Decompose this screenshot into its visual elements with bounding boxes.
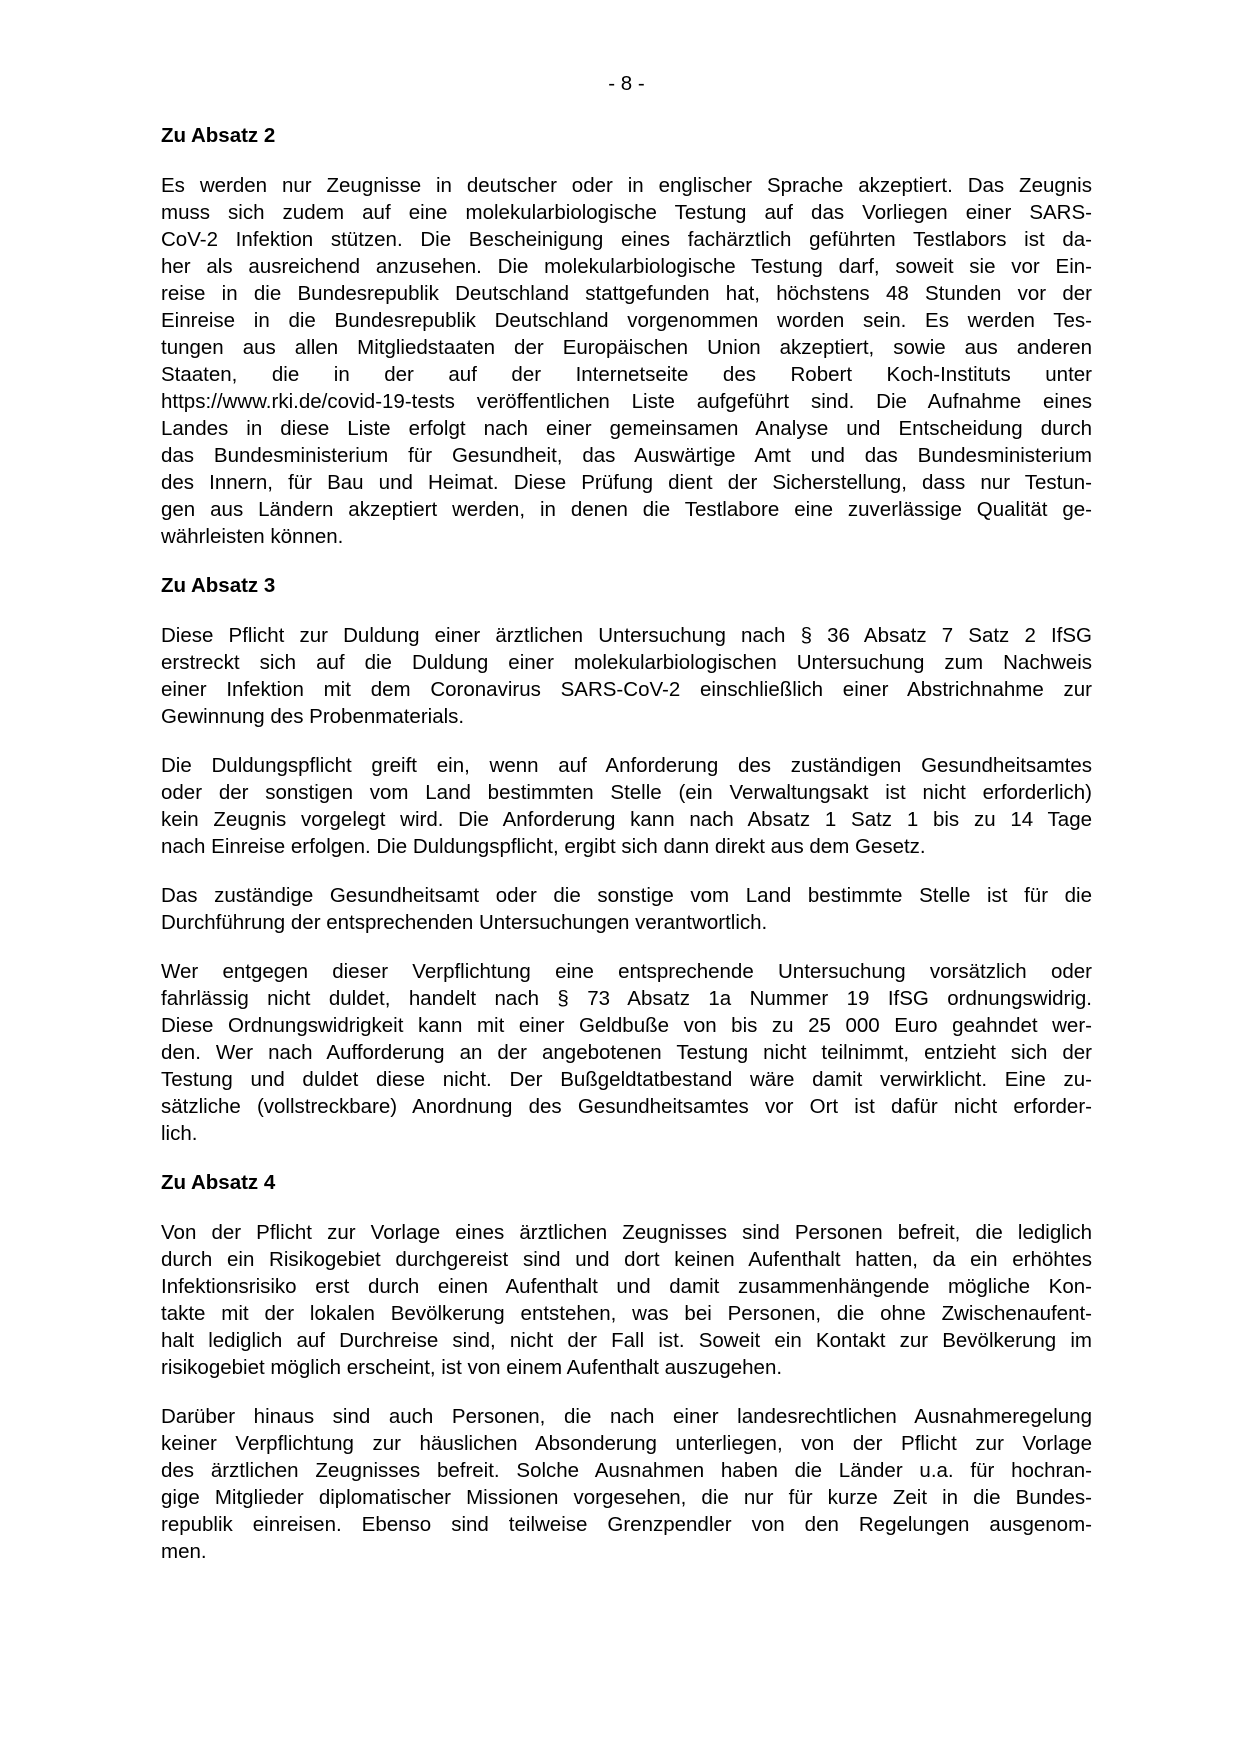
- text-line: durch ein Risikogebiet durchgereist sind und dort keinen Aufenthalt hatten, da ein erhöhtes: [161, 1248, 1092, 1271]
- text-line: gige Mitglieder diplomatischer Missionen vorgesehen, die nur für kurze Zeit in die Bundes-: [161, 1486, 1092, 1509]
- section-zu-absatz-2: [161, 122, 1092, 550]
- section-zu-absatz-4: [161, 1169, 1092, 1565]
- text-line: Darüber hinaus sind auch Personen, die nach einer landesrechtlichen Ausnahmeregelung: [161, 1405, 1092, 1428]
- text-line: Wer entgegen dieser Verpflichtung eine entsprechende Untersuchung vorsätzlich oder: [161, 960, 1092, 983]
- text-line: Gewinnung des Probenmaterials.: [161, 705, 465, 728]
- paragraph: [161, 1219, 1092, 1381]
- text-line: risikogebiet möglich erscheint, ist von einem Aufenthalt auszugehen.: [161, 1356, 783, 1379]
- text-line: Durchführung der entsprechenden Untersuchungen verantwortlich.: [161, 911, 768, 934]
- text-line: republik einreisen. Ebenso sind teilweise Grenzpendler von den Regelungen ausgenom-: [161, 1513, 1092, 1536]
- text-line: währleisten können.: [161, 525, 344, 548]
- text-line: lich.: [161, 1122, 198, 1145]
- text-line: Landes in diese Liste erfolgt nach einer gemeinsamen Analyse und Entscheidung durch: [161, 417, 1092, 440]
- text-line: https://www.rki.de/covid-19-tests veröffentlichen Liste aufgeführt sind. Die Aufnahme eines: [161, 390, 1092, 413]
- text-line: Die Duldungspflicht greift ein, wenn auf Anforderung des zuständigen Gesundheitsamtes: [161, 754, 1092, 777]
- text-line: sätzliche (vollstreckbare) Anordnung des Gesundheitsamtes vor Ort ist dafür nicht erforder-: [161, 1095, 1092, 1118]
- text-line: das Bundesministerium für Gesundheit, das Auswärtige Amt und das Bundesministerium: [161, 444, 1092, 467]
- section-heading-absatz-3: Zu Absatz 3: [161, 574, 276, 597]
- text-line: fahrlässig nicht duldet, handelt nach § 73 Absatz 1a Nummer 19 IfSG ordnungswidrig.: [161, 987, 1092, 1010]
- text-line: Einreise in die Bundesrepublik Deutschland vorgenommen worden sein. Es werden Tes-: [161, 309, 1092, 332]
- text-line: einer Infektion mit dem Coronavirus SARS-CoV-2 einschließlich einer Abstrichnahme zur: [161, 678, 1092, 701]
- text-line: nach Einreise erfolgen. Die Duldungspflicht, ergibt sich dann direkt aus dem Gesetz.: [161, 835, 926, 858]
- section-zu-absatz-3: [161, 572, 1092, 1147]
- text-line: keiner Verpflichtung zur häuslichen Absonderung unterliegen, von der Pflicht zur Vorlage: [161, 1432, 1092, 1455]
- paragraph: [161, 1403, 1092, 1565]
- text-line: Von der Pflicht zur Vorlage eines ärztlichen Zeugnisses sind Personen befreit, die lediglich: [161, 1221, 1092, 1244]
- text-line: den. Wer nach Aufforderung an der angebotenen Testung nicht teilnimmt, entzieht sich der: [161, 1041, 1092, 1064]
- paragraph: [161, 958, 1092, 1147]
- page-number: - 8 -: [608, 72, 645, 95]
- text-line: gen aus Ländern akzeptiert werden, in denen die Testlabore eine zuverlässige Qualität ge-: [161, 498, 1092, 521]
- text-line: CoV-2 Infektion stützen. Die Bescheinigung eines fachärztlich geführten Testlabors ist da-: [161, 228, 1092, 251]
- text-line: kein Zeugnis vorgelegt wird. Die Anforderung kann nach Absatz 1 Satz 1 bis zu 14 Tage: [161, 808, 1092, 831]
- text-line: Diese Ordnungswidrigkeit kann mit einer Geldbuße von bis zu 25 000 Euro geahndet wer-: [161, 1014, 1092, 1037]
- text-line: reise in die Bundesrepublik Deutschland stattgefunden hat, höchstens 48 Stunden vor der: [161, 282, 1092, 305]
- text-line: Diese Pflicht zur Duldung einer ärztlichen Untersuchung nach § 36 Absatz 7 Satz 2 IfSG: [161, 624, 1092, 647]
- paragraph: [161, 752, 1092, 860]
- section-heading-absatz-4: Zu Absatz 4: [161, 1171, 276, 1194]
- text-line: takte mit der lokalen Bevölkerung entstehen, was bei Personen, die ohne Zwischenaufent-: [161, 1302, 1092, 1325]
- text-line: men.: [161, 1540, 207, 1563]
- text-line: des ärztlichen Zeugnisses befreit. Solche Ausnahmen haben die Länder u.a. für hochran-: [161, 1459, 1092, 1482]
- text-line: des Innern, für Bau und Heimat. Diese Prüfung dient der Sicherstellung, dass nur Testun-: [161, 471, 1092, 494]
- text-line: halt lediglich auf Durchreise sind, nicht der Fall ist. Soweit ein Kontakt zur Bevölkerung im: [161, 1329, 1092, 1352]
- text-line: her als ausreichend anzusehen. Die molekularbiologische Testung darf, soweit sie vor Ein-: [161, 255, 1092, 278]
- text-line: erstreckt sich auf die Duldung einer molekularbiologischen Untersuchung zum Nachweis: [161, 651, 1092, 674]
- text-line: Testung und duldet diese nicht. Der Bußgeldtatbestand wäre damit verwirklicht. Eine zu-: [161, 1068, 1092, 1091]
- text-line: Infektionsrisiko erst durch einen Aufenthalt und damit zusammenhängende mögliche Kon-: [161, 1275, 1092, 1298]
- text-line: Das zuständige Gesundheitsamt oder die sonstige vom Land bestimmte Stelle ist für die: [161, 884, 1092, 907]
- paragraph: [161, 882, 1092, 936]
- text-line: oder der sonstigen vom Land bestimmten Stelle (ein Verwaltungsakt ist nicht erforderlich): [161, 781, 1092, 804]
- paragraph: [161, 172, 1092, 550]
- text-line: Es werden nur Zeugnisse in deutscher oder in englischer Sprache akzeptiert. Das Zeugnis: [161, 174, 1092, 197]
- paragraph: [161, 622, 1092, 730]
- section-heading-absatz-2: Zu Absatz 2: [161, 124, 276, 147]
- text-line: Staaten, die in der auf der Internetseite des Robert Koch-Instituts unter: [161, 363, 1092, 386]
- text-line: muss sich zudem auf eine molekularbiologische Testung auf das Vorliegen einer SARS-: [161, 201, 1092, 224]
- text-line: tungen aus allen Mitgliedstaaten der Europäischen Union akzeptiert, sowie aus anderen: [161, 336, 1092, 359]
